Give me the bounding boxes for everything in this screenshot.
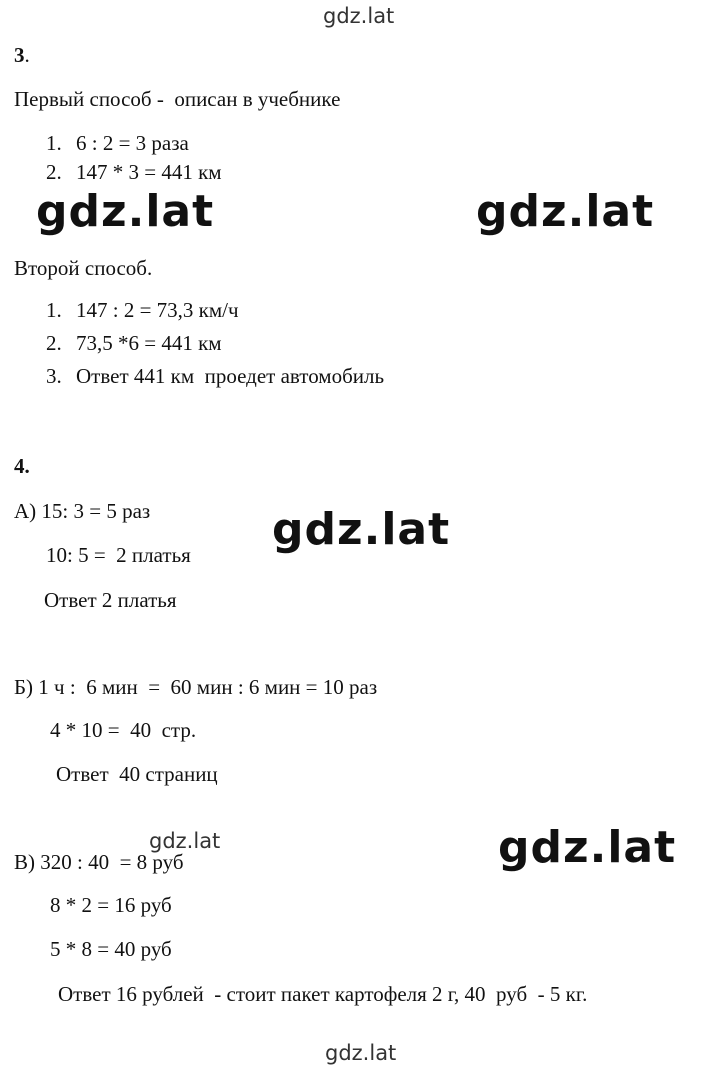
watermark-bottom: gdz.lat	[325, 1041, 397, 1065]
part-a-answer: Ответ 2 платья	[44, 588, 177, 612]
watermark-large: gdz.lat	[36, 186, 215, 237]
method-1-title: Первый способ - описан в учебнике	[14, 87, 341, 111]
list-number: 2.	[46, 331, 62, 355]
list-item	[46, 298, 62, 322]
list-item-text: 73,5 *6 = 441 км	[76, 331, 222, 355]
part-c-line-3: 5 * 8 = 40 руб	[50, 937, 172, 961]
part-c-line-1: В) 320 : 40 = 8 руб	[14, 850, 184, 874]
part-a-line-2: 10: 5 = 2 платья	[46, 543, 191, 567]
list-number: 1.	[46, 298, 62, 322]
watermark-small: gdz.lat	[149, 829, 221, 853]
task-number: 3	[14, 43, 25, 67]
watermark-top: gdz.lat	[323, 4, 395, 28]
list-item-text: Ответ 441 км проедет автомобиль	[76, 364, 385, 388]
task-3-heading	[14, 43, 30, 67]
list-item-text: 147 : 2 = 73,3 км/ч	[76, 298, 239, 322]
part-a-line-1: А) 15: 3 = 5 раз	[14, 499, 151, 523]
method-2-title: Второй способ.	[14, 256, 153, 280]
watermark-large: gdz.lat	[272, 504, 451, 555]
watermark-large: gdz.lat	[498, 822, 677, 873]
list-item	[46, 131, 62, 155]
part-c-line-2: 8 * 2 = 16 руб	[50, 893, 172, 917]
task-4-heading: 4.	[14, 454, 30, 478]
list-item	[46, 160, 62, 184]
part-b-answer: Ответ 40 страниц	[56, 762, 218, 786]
list-item-text: 147 * 3 = 441 км	[76, 160, 222, 184]
list-number: 3.	[46, 364, 62, 388]
list-item	[46, 364, 62, 388]
list-item	[46, 331, 62, 355]
list-number: 1.	[46, 131, 62, 155]
watermark-large: gdz.lat	[476, 186, 655, 237]
part-b-line-1: Б) 1 ч : 6 мин = 60 мин : 6 мин = 10 раз	[14, 675, 378, 699]
part-b-line-2: 4 * 10 = 40 стр.	[50, 718, 197, 742]
list-number: 2.	[46, 160, 62, 184]
task-number-suffix: .	[24, 43, 30, 67]
list-item-text: 6 : 2 = 3 раза	[76, 131, 189, 155]
part-c-answer: Ответ 16 рублей - стоит пакет картофеля 2 г, 40 руб - 5 кг.	[58, 982, 588, 1006]
